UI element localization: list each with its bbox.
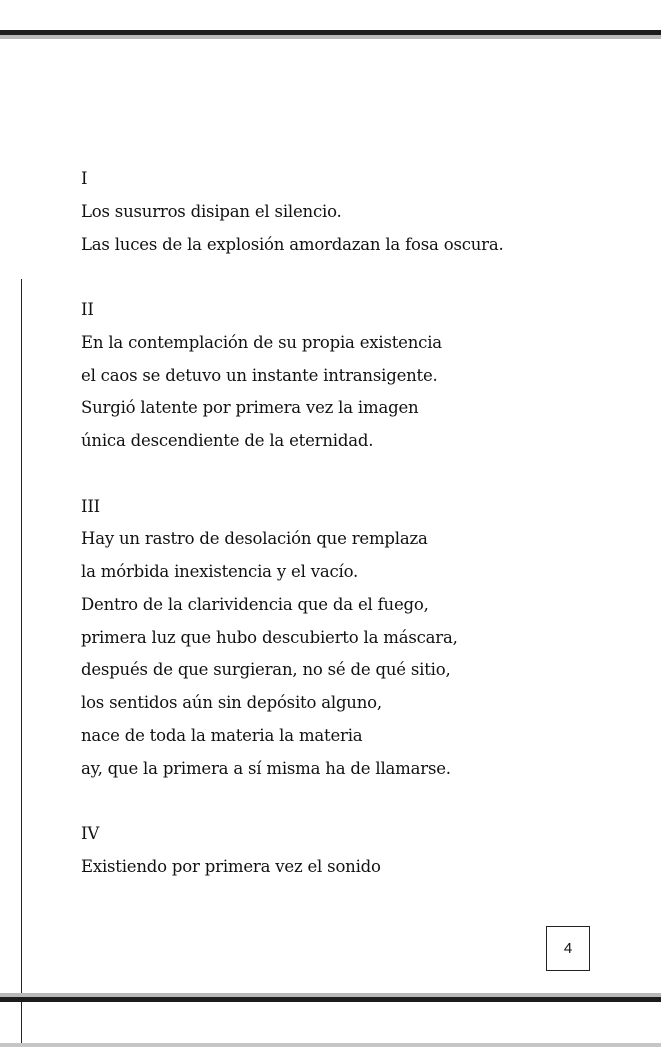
poem-line: nace de toda la materia la materia — [81, 725, 363, 745]
top-rule-shadow — [0, 35, 661, 39]
stanza-2 — [81, 294, 641, 458]
poem-line: Hay un rastro de desolación que remplaza — [81, 529, 428, 549]
poem-line: En la contemplación de su propia existencia — [81, 332, 442, 352]
poem-body — [81, 163, 641, 916]
stanza-title: I — [81, 169, 88, 188]
stanza-1 — [81, 163, 641, 261]
poem-line: única descendiente de la eternidad. — [81, 431, 374, 450]
poem-line: los sentidos aún sin depósito alguno, — [81, 693, 382, 712]
stanza-title: II — [81, 300, 94, 319]
poem-line: primera luz que hubo descubierto la máscara, — [81, 627, 458, 647]
poem-line: ay, que la primera a sí misma ha de llamarse. — [81, 758, 451, 778]
page-bottom-edge — [0, 1043, 661, 1047]
stanza-title: IV — [81, 824, 100, 843]
poem-line: Las luces de la explosión amordazan la fosa oscura. — [81, 234, 504, 254]
poem-line: el caos se detuvo un instante intransigente. — [81, 365, 438, 385]
poem-line: Dentro de la clarividencia que da el fuego, — [81, 594, 429, 614]
poem-line: Surgió latente por primera vez la imagen — [81, 398, 419, 418]
stanza-title: III — [81, 496, 100, 516]
poem-line: la mórbida inexistencia y el vacío. — [81, 562, 359, 581]
poem-line: después de que surgieran, no sé de qué sitio, — [81, 660, 451, 680]
bottom-rule — [0, 997, 661, 1002]
margin-line — [21, 279, 22, 1047]
stanza-4 — [81, 818, 641, 884]
page-number: 4 — [546, 926, 590, 971]
poem-line: Existiendo por primera vez el sonido — [81, 856, 381, 876]
stanza-3 — [81, 491, 641, 786]
poem-line: Los susurros disipan el silencio. — [81, 201, 342, 221]
